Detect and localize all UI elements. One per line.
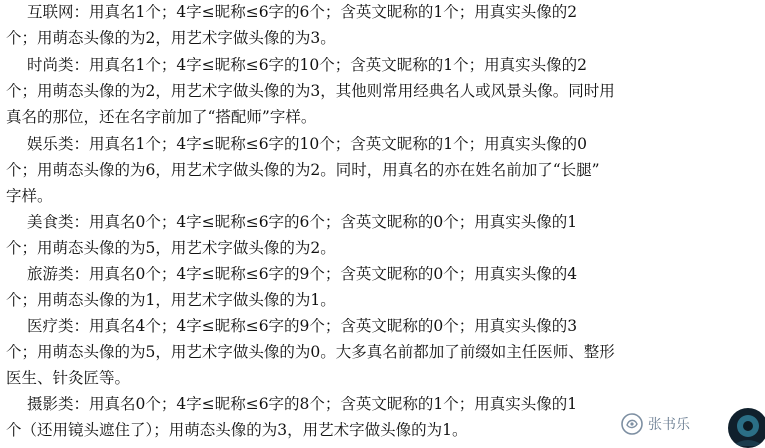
paragraph-photography-line-2: 个（还用镜头遮住了）；用萌态头像的为3，用艺术字做头像的为1。: [6, 421, 468, 439]
paragraph-entertainment-line-1: 娱乐类：用真名1个；4字≤昵称≤6字的10个；含英文昵称的1个；用真实头像的0: [27, 135, 588, 153]
author-watermark: [620, 412, 690, 436]
paragraph-food-line-1: 美食类：用真名0个；4字≤昵称≤6字的6个；含英文昵称的0个；用真实头像的1: [27, 213, 578, 231]
paragraph-internet-line-2: 个；用萌态头像的为2，用艺术字做头像的为3。: [6, 29, 336, 47]
paragraph-entertainment-line-2: 个；用萌态头像的为6，用艺术字做头像的为2。同时，用真名的亦在姓名前加了“长腿”: [6, 161, 600, 179]
paragraph-travel-line-2: 个；用萌态头像的为1，用艺术字做头像的为1。: [6, 291, 336, 309]
paragraph-food-line-2: 个；用萌态头像的为5，用艺术字做头像的为2。: [6, 239, 336, 257]
paragraph-entertainment-line-3: 字样。: [6, 187, 53, 205]
paragraph-fashion-line-1: 时尚类：用真名1个；4字≤昵称≤6字的10个；含英文昵称的1个；用真实头像的2: [27, 56, 588, 74]
wechat-channel-icon: [620, 412, 644, 436]
paragraph-photography-line-1: 摄影类：用真名0个；4字≤昵称≤6字的8个；含英文昵称的1个；用真实头像的1: [27, 395, 578, 413]
paragraph-internet-line-1: 互联网：用真名1个；4字≤昵称≤6字的6个；含英文昵称的1个；用真实头像的2: [27, 3, 578, 21]
paragraph-medical-line-3: 医生、针灸匠等。: [6, 369, 131, 387]
paragraph-travel-line-1: 旅游类：用真名0个；4字≤昵称≤6字的9个；含英文昵称的0个；用真实头像的4: [27, 265, 578, 283]
paragraph-medical-line-1: 医疗类：用真名4个；4字≤昵称≤6字的9个；含英文昵称的0个；用真实头像的3: [27, 317, 578, 335]
paragraph-medical-line-2: 个；用萌态头像的为5，用艺术字做头像的为0。大多真名前都加了前缀如主任医师、整形: [6, 343, 615, 361]
paragraph-fashion-line-2: 个；用萌态头像的为2，用艺术字做头像的为3，其他则常用经典名人或风景头像。同时用: [6, 82, 615, 100]
watermark-author-name: 张书乐: [648, 417, 690, 433]
corner-avatar-image: [728, 408, 765, 448]
paragraph-fashion-line-3: 真名的那位，还在名字前加了“搭配师”字样。: [6, 108, 317, 126]
